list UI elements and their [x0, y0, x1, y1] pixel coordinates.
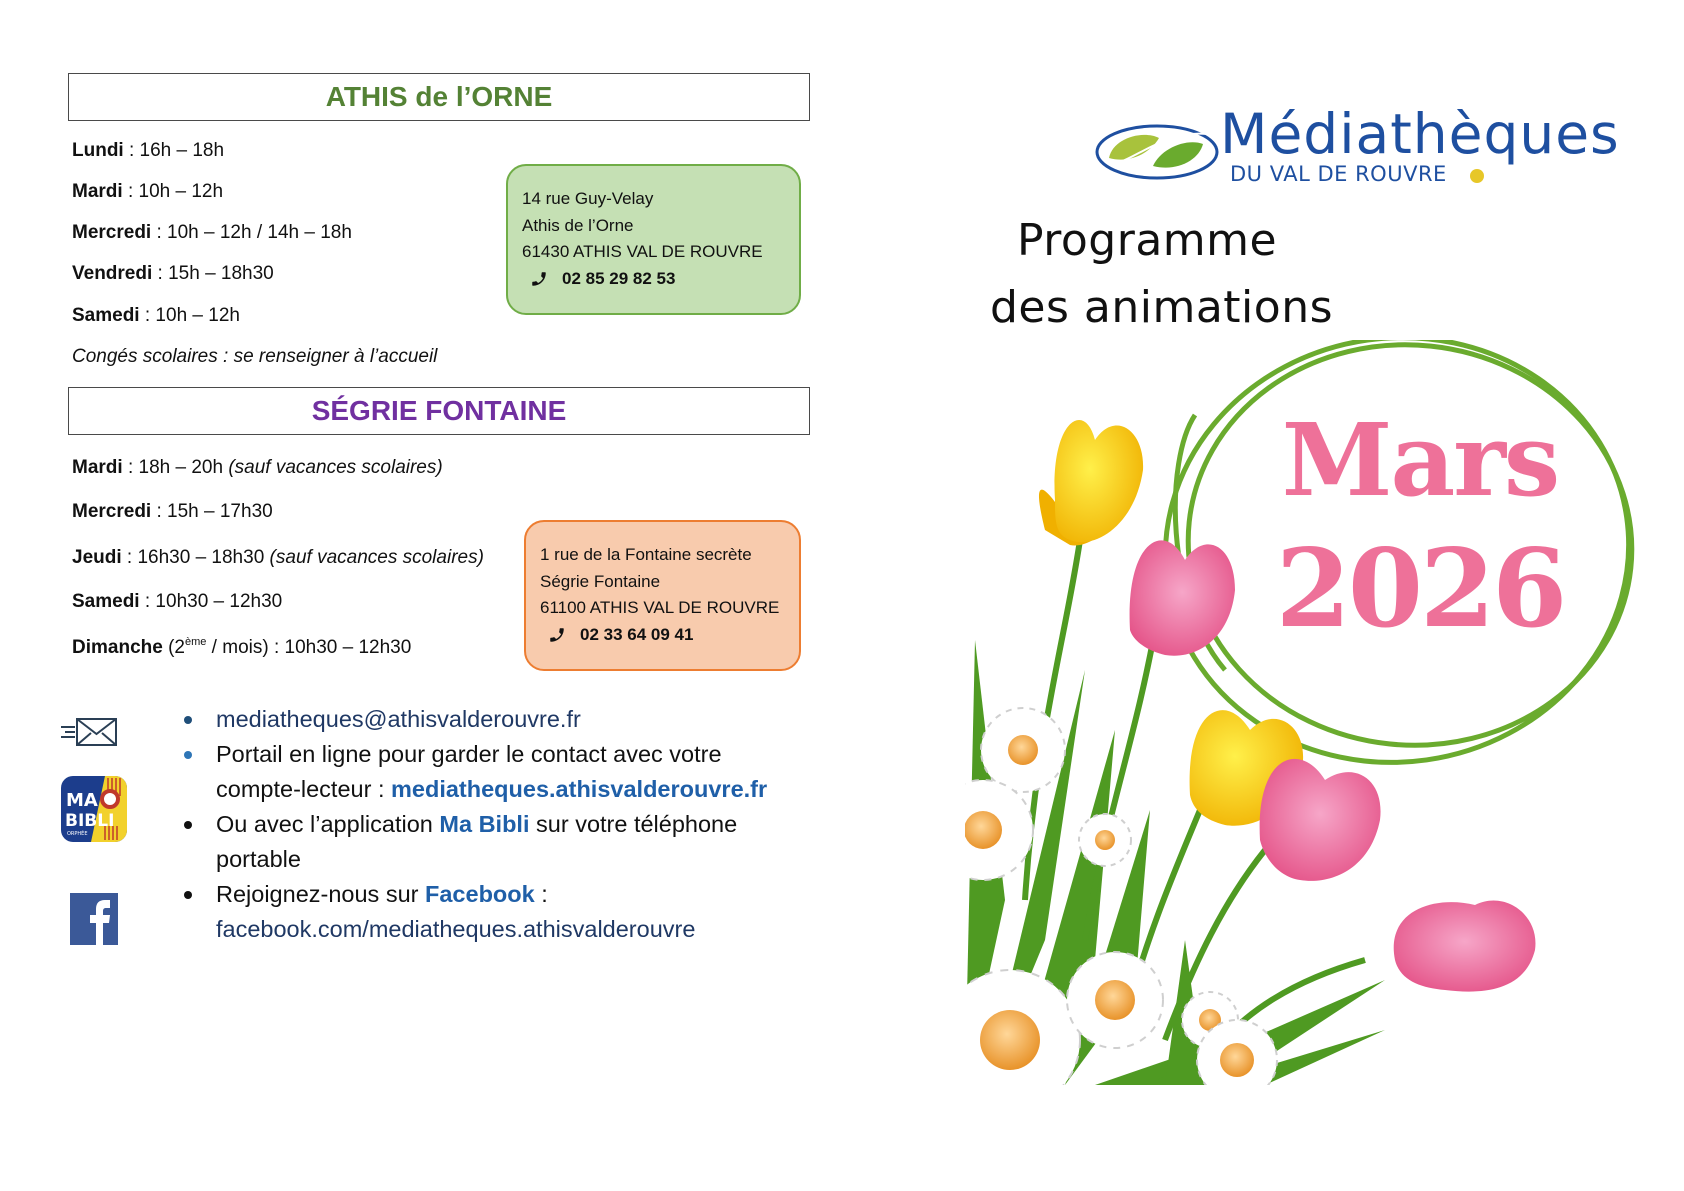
hours: : 18h – 20h: [122, 457, 229, 478]
program-title-line1: Programme: [1017, 215, 1278, 266]
section-title-segrie: SÉGRIE FONTAINE: [311, 395, 567, 426]
schedule-line: [72, 181, 223, 203]
phone-line: [540, 622, 799, 649]
hours: : 15h – 18h30: [152, 263, 274, 284]
schedule-line: [72, 637, 411, 659]
section-title-athis: ATHIS de l’ORNE: [325, 81, 553, 112]
address-town: Athis de l’Orne: [522, 215, 634, 235]
bullet: [184, 821, 192, 829]
schedule-line: [72, 140, 224, 162]
logo-subtitle: DU VAL DE ROUVRE: [1230, 162, 1447, 186]
day-label: Mercredi: [72, 222, 152, 243]
ordinal-suffix: ème: [185, 636, 207, 648]
month-title: Mars: [1281, 401, 1559, 519]
schedule-line: [72, 222, 352, 244]
day-label: Samedi: [72, 305, 140, 326]
day-label: Mardi: [72, 457, 123, 478]
logo-title: Médiathèques: [1220, 102, 1620, 166]
phone-number: 02 33 64 09 41: [580, 624, 694, 644]
schedule-line: [72, 457, 443, 479]
phone-number: 02 85 29 82 53: [562, 268, 676, 288]
contact-item-email: [180, 702, 820, 737]
tulip-yellow-top: [1039, 420, 1143, 545]
hours: / mois) : 10h30 – 12h30: [206, 637, 412, 658]
day-label: Mercredi: [72, 501, 152, 522]
portal-link[interactable]: mediatheques.athisvalderouvre.fr: [391, 776, 768, 802]
day-label: Vendredi: [72, 263, 153, 284]
hours: : 10h30 – 12h30: [139, 591, 283, 612]
day-label: Mardi: [72, 181, 123, 202]
hours: : 16h – 18h: [123, 140, 225, 161]
address-box-segrie: [524, 520, 801, 671]
holiday-note: Congés scolaires : se renseigner à l’accueil: [72, 346, 438, 367]
app-text: Ou avec l’application: [216, 811, 440, 837]
contact-list: [180, 702, 820, 947]
tulip-pink-mid: [1260, 759, 1381, 881]
contact-item-facebook: [180, 877, 820, 947]
ma-bibli-logo-icon: [61, 776, 127, 842]
ma-bibli-link[interactable]: Ma Bibli: [439, 811, 530, 837]
fb-text: Rejoignez-nous sur: [216, 881, 425, 907]
envelope-icon: [58, 717, 118, 747]
hours: : 16h30 – 18h30: [121, 547, 270, 568]
email-link[interactable]: mediatheques@athisvalderouvre.fr: [216, 706, 581, 732]
hours: : 10h – 12h: [122, 181, 224, 202]
leaf-logo-icon: [1095, 120, 1225, 182]
hours: : 10h – 12h: [139, 305, 240, 326]
schedule-line: [72, 263, 274, 285]
ma-bibli-app-icon[interactable]: [61, 776, 127, 842]
section-header-segrie: [68, 387, 810, 435]
hours: : 15h – 17h30: [151, 501, 273, 522]
address-street: 1 rue de la Fontaine secrète: [540, 545, 752, 564]
mediatheques-logo: [1095, 102, 1620, 198]
day-label: Lundi: [72, 140, 124, 161]
facebook-icon[interactable]: [70, 893, 118, 945]
facebook-f-glyph-icon: [70, 893, 118, 945]
app-text-2: sur votre téléphone: [529, 811, 738, 837]
phone-line: [522, 266, 799, 293]
address-postcode: 61100 ATHIS VAL DE ROUVRE: [540, 598, 780, 617]
bullet: [184, 751, 192, 759]
schedule-line: [72, 547, 484, 569]
facebook-name-link[interactable]: Facebook: [425, 881, 535, 907]
schedule-line: [72, 305, 240, 327]
schedule-line: [72, 501, 273, 523]
hours: : 10h – 12h / 14h – 18h: [151, 222, 352, 243]
program-title-line2: des animations: [990, 282, 1334, 333]
fb-text-2: :: [534, 881, 548, 907]
year-title: 2026: [1275, 526, 1565, 652]
tulip-pink-right: [1394, 901, 1536, 992]
day-label: Jeudi: [72, 547, 122, 568]
bullet: [184, 716, 192, 724]
phone-icon: [548, 626, 566, 644]
logo-dot: [1470, 169, 1484, 183]
schedule-line: [72, 591, 282, 613]
phone-icon: [530, 270, 548, 288]
contact-item-portal: [180, 737, 820, 807]
svg-text:MA: MA: [66, 790, 98, 811]
bullet: [184, 891, 192, 899]
contact-item-app: [180, 807, 820, 877]
address-street: 14 rue Guy-Velay: [522, 189, 654, 208]
svg-text:BIBLI: BIBLI: [65, 811, 115, 831]
section-header-athis: [68, 73, 810, 121]
tulip-pink-top: [1130, 540, 1235, 655]
address-town: Ségrie Fontaine: [540, 571, 661, 591]
address-box-athis: [506, 164, 801, 315]
svg-text:ORPHÉE: ORPHÉE: [67, 831, 88, 837]
day-label: Samedi: [72, 591, 140, 612]
schedule-note: (sauf vacances scolaires): [269, 547, 484, 568]
address-postcode: 61430 ATHIS VAL DE ROUVRE: [522, 242, 763, 261]
portal-text: Portail en ligne pour garder le contact avec votre: [216, 741, 722, 767]
facebook-url-link[interactable]: facebook.com/mediatheques.athisvalderouvre: [216, 916, 696, 942]
hours-prefix: (2: [162, 637, 185, 658]
day-label: Dimanche: [72, 637, 163, 658]
schedule-note: (sauf vacances scolaires): [228, 457, 443, 478]
app-text-3: portable: [216, 846, 301, 872]
portal-text-2: compte-lecteur :: [216, 776, 392, 802]
